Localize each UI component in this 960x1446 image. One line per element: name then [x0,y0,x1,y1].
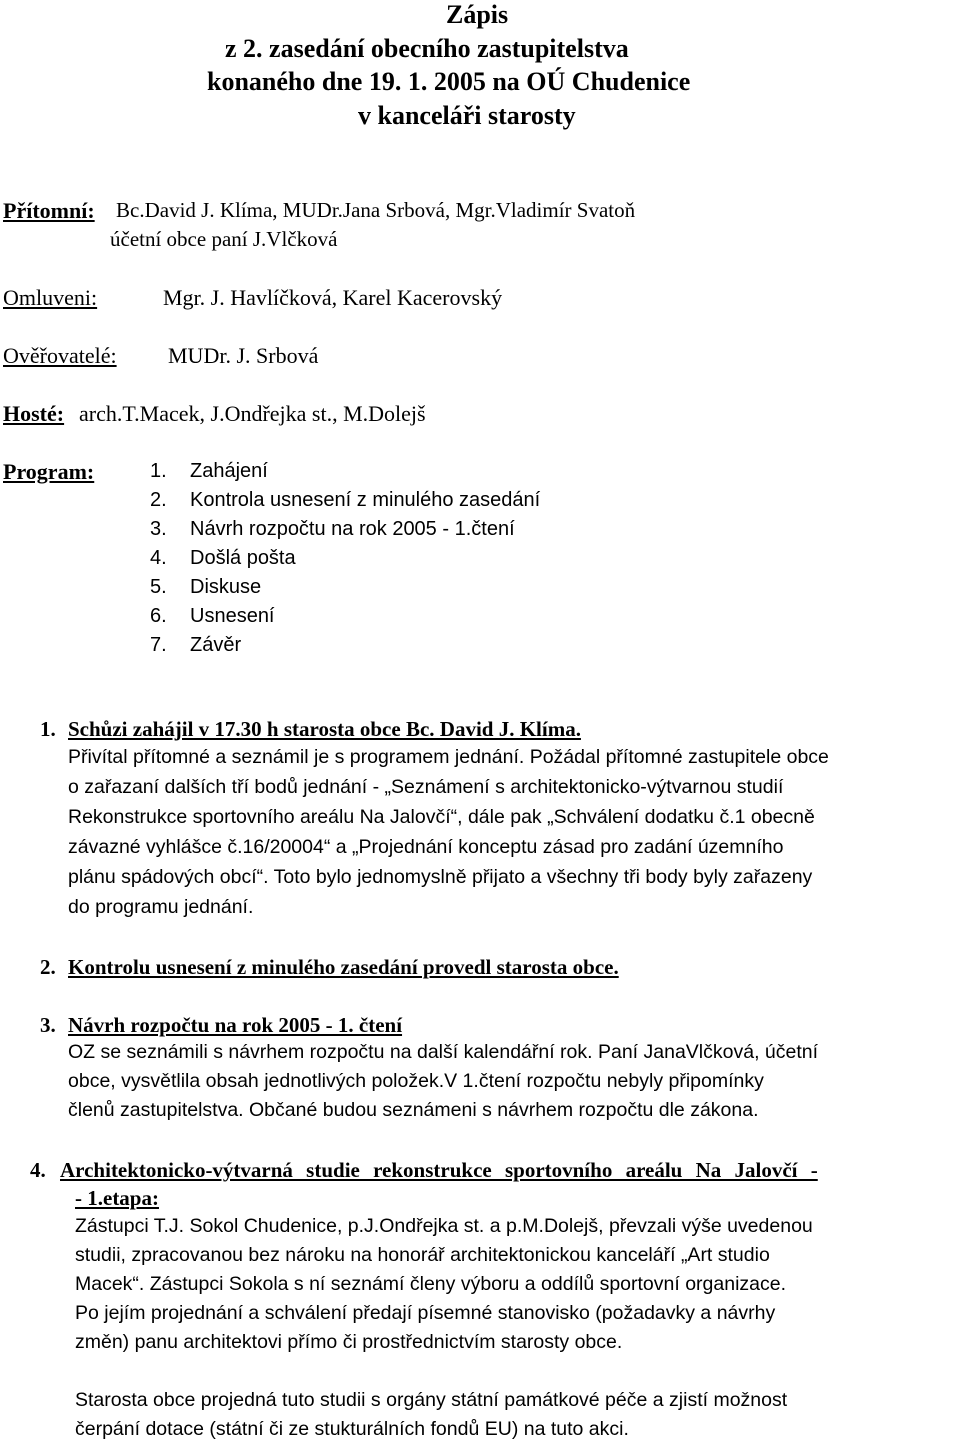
present-value: Bc.David J. Klíma, MUDr.Jana Srbová, Mgr.Vladimír Svatoň [116,198,636,222]
paragraph-line: do programu jednání. [68,896,254,918]
guests-label: Hosté: [3,401,65,426]
program-item-text: Diskuse [190,576,262,598]
section-4-number: 4. [30,1158,46,1182]
list-item [150,490,540,510]
present-label: Přítomní: [3,198,95,223]
list-item [150,461,268,481]
program-item-number: 6. [150,605,167,627]
list-item [150,519,515,539]
paragraph-line: členů zastupitelstva. Občané budou seznámeni s návrhem rozpočtu dle zákona. [68,1099,759,1121]
paragraph-line: plánu spádových obcí“. Toto bylo jednomyslně přijato a všechny tři body byly zařazeny [68,866,813,888]
paragraph-line: změn) panu architektovi přímo či prostřednictvím starosty obce. [75,1331,623,1353]
paragraph-line: OZ se seznámili s návrhem rozpočtu na další kalendářní rok. Paní JanaVlčková, účetní [68,1041,819,1063]
section-2-heading: Kontrolu usnesení z minulého zasedání provedl starosta obce. [68,955,619,979]
section-4-heading-continued: - 1.etapa: [75,1186,159,1210]
excused-label: Omluveni: [3,285,98,310]
guests-value: arch.T.Macek, J.Ondřejka st., M.Dolejš [79,401,426,426]
excused-value: Mgr. J. Havlíčková, Karel Kacerovský [163,285,503,310]
program-item-number: 5. [150,576,167,598]
list-item [150,548,296,568]
document-subtitle-line2: konaného dne 19. 1. 2005 na OÚ Chudenice [207,67,691,96]
program-item-text: Usnesení [190,605,275,627]
program-item-number: 7. [150,634,167,656]
paragraph-line: Macek“. Zástupci Sokola s ní seznámí členy výboru a oddílů sportovní organizace. [75,1273,787,1295]
paragraph-line: studii, zpracovanou bez nároku na honorář architektonickou kanceláří „Art studio [75,1244,770,1266]
paragraph-line: obce, vysvětlila obsah jednotlivých položek.V 1.čtení rozpočtu nebyly připomínky [68,1070,764,1092]
program-item-number: 3. [150,518,167,540]
verifiers-label: Ověřovatelé: [3,343,117,368]
paragraph-line: Zástupci T.J. Sokol Chudenice, p.J.Ondřejka st. a p.M.Dolejš, převzali výše uvedenou [75,1215,813,1237]
section-3-number: 3. [40,1013,56,1037]
paragraph-line: Starosta obce projedná tuto studii s orgány státní památkové péče a zjistí možnost [75,1389,788,1411]
document-subtitle-line1: z 2. zasedání obecního zastupitelstva [225,34,629,63]
section-2-number: 2. [40,955,56,979]
program-item-text: Závěr [190,634,242,656]
paragraph-line: závazné vyhlášce č.16/20004“ a „Projednání konceptu zásad pro zadání územního [68,836,784,858]
paragraph-line: čerpání dotace (státní či ze stukturálních fondů EU) na tuto akci. [75,1418,629,1440]
program-item-text: Kontrola usnesení z minulého zasedání [190,489,541,511]
program-item-text: Zahájení [190,460,268,482]
section-1-heading: Schůzi zahájil v 17.30 h starosta obce Bc. David J. Klíma. [68,717,581,741]
program-item-number: 4. [150,547,167,569]
section-1-number: 1. [40,717,56,741]
present-value-continued: účetní obce paní J.Vlčková [110,227,338,251]
section-3-heading: Návrh rozpočtu na rok 2005 - 1. čtení [68,1013,403,1037]
list-item [150,635,241,655]
document-title: Zápis [446,0,509,29]
paragraph-line: o zařazaní dalších tří bodů jednání - „Seznámení s architektonicko-výtvarnou studií [68,776,784,798]
program-item-number: 2. [150,489,167,511]
paragraph-line: Po jejím projednání a schválení předají písemné stanovisko (požadavky a návrhy [75,1302,776,1324]
paragraph-line: Rekonstrukce sportovního areálu Na Jalovčí“, dále pak „Schválení dodatku č.1 obecně [68,806,815,828]
list-item [150,577,261,597]
program-label: Program: [3,459,95,484]
program-item-text: Došlá pošta [190,547,296,569]
program-item-text: Návrh rozpočtu na rok 2005 - 1.čtení [190,518,515,540]
document-subtitle-line3: v kanceláři starosty [358,101,576,130]
paragraph-line: Přivítal přítomné a seznámil je s programem jednání. Požádal přítomné zastupitele obce [68,746,829,768]
program-item-number: 1. [150,460,167,482]
list-item [150,606,275,626]
verifiers-value: MUDr. J. Srbová [168,343,319,368]
section-4-heading: Architektonicko-výtvarná studie rekonstrukce sportovního areálu Na Jalovčí - [60,1158,818,1182]
